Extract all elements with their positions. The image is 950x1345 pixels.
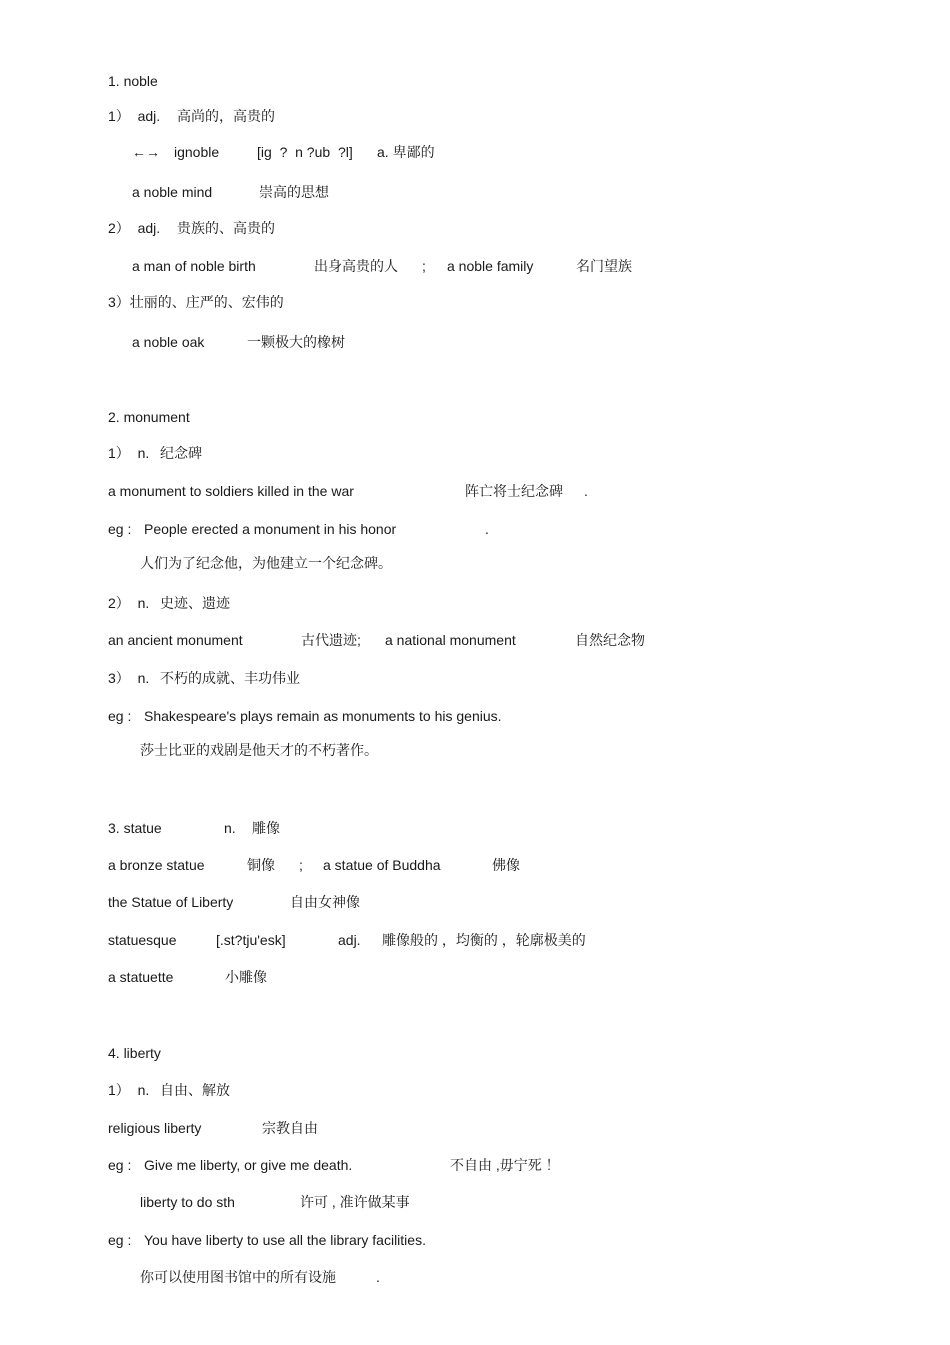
period: . (584, 483, 588, 499)
example-zh: 崇高的思想 (259, 184, 329, 200)
eg-sentence: Give me liberty, or give me death. (144, 1157, 353, 1173)
example-zh: 许可 , 准许做某事 (300, 1194, 410, 1210)
eg-translation: 人们为了纪念他，为他建立一个纪念碑。 (140, 555, 392, 571)
example-en: liberty to do sth (140, 1194, 235, 1210)
example-zh: 自然纪念物 (575, 632, 645, 648)
example-zh: 出身高贵的人 (314, 258, 398, 274)
antonym-arrow-icon: ←→ (132, 144, 160, 160)
example-zh: 古代遗迹; (301, 632, 361, 648)
separator: ; (422, 258, 426, 274)
example-en: a noble family (447, 258, 534, 274)
sense-number: 3） n. (108, 670, 150, 686)
example-en: a statuette (108, 969, 174, 985)
sense-definition: 纪念碑 (160, 445, 202, 461)
eg-sentence: People erected a monument in his honor (144, 521, 397, 537)
eg-label: eg : (108, 521, 132, 537)
eg-sentence: You have liberty to use all the library facilities. (144, 1232, 426, 1248)
eg-translation-line (140, 1268, 540, 1322)
entry-heading: 1. noble (108, 73, 158, 89)
eg-translation: 不自由 ,毋宁死 ！ (450, 1157, 560, 1173)
eg-label: eg : (108, 1232, 132, 1248)
antonym-word: ignoble (174, 144, 220, 160)
sense-number: 2） n. (108, 595, 150, 611)
eg-translation: 你可以使用图书馆中的所有设施 (140, 1269, 336, 1285)
example-en: a national monument (385, 632, 516, 648)
phonetic: [ig ? n ?ub ?l] (257, 144, 353, 160)
eg-label: eg : (108, 1157, 132, 1173)
entry-heading: 4. liberty (108, 1045, 161, 1061)
period: . (485, 521, 489, 537)
part-of-speech: adj. (338, 932, 361, 948)
entry-heading: 2. monument (108, 409, 190, 425)
sense-definition: 高尚的，高贵的 (177, 108, 275, 124)
sense-number: 2） adj. (108, 220, 161, 236)
eg-translation: 莎士比亚的戏剧是他天才的不朽著作。 (140, 742, 378, 758)
example-line (132, 333, 532, 387)
example-en: the Statue of Liberty (108, 894, 234, 910)
example-en: religious liberty (108, 1120, 202, 1136)
example-zh: 名门望族 (576, 258, 632, 274)
example-en: an ancient monument (108, 632, 243, 648)
sense-definition: 雕像 (252, 820, 280, 836)
example-zh: 佛像 (492, 857, 520, 873)
example-zh: 小雕像 (225, 969, 267, 985)
sense-definition: 史迹、遗迹 (160, 595, 230, 611)
example-zh: 自由女神像 (290, 894, 360, 910)
sense-definition: 贵族的、高贵的 (177, 220, 275, 236)
sense-number: 1） n. (108, 1082, 150, 1098)
separator: ; (299, 857, 303, 873)
example-en: a statue of Buddha (323, 857, 441, 873)
example-en: a man of noble birth (132, 258, 256, 274)
example-en: a noble oak (132, 334, 205, 350)
example-en: a noble mind (132, 184, 213, 200)
example-zh: 雕像般的 ，均衡的 ，轮廓极美的 (382, 932, 586, 948)
eg-label: eg : (108, 708, 132, 724)
example-en: a monument to soldiers killed in the war (108, 483, 354, 499)
sense-number: 1） n. (108, 445, 150, 461)
sense-line: 3）壮丽的、庄严的、宏伟的 (108, 294, 284, 310)
antonym-definition: a. 卑鄙的 (377, 144, 435, 160)
example-zh: 铜像 (247, 857, 275, 873)
example-line (108, 968, 508, 1022)
example-zh: 一颗极大的橡树 (247, 334, 345, 350)
eg-sentence: Shakespeare's plays remain as monuments to his genius. (144, 708, 502, 724)
example-zh: 宗教自由 (262, 1120, 318, 1136)
sense-definition: 不朽的成就、丰功伟业 (160, 670, 300, 686)
phonetic: [.st?tju'esk] (216, 932, 286, 948)
sense-number: 1） adj. (108, 108, 161, 124)
sense-definition: 自由、解放 (160, 1082, 230, 1098)
example-zh: 阵亡将士纪念碑 (465, 483, 563, 499)
part-of-speech: n. (224, 820, 236, 836)
example-word: statuesque (108, 932, 177, 948)
period: . (376, 1269, 380, 1285)
example-en: a bronze statue (108, 857, 205, 873)
entry-heading: 3. statue (108, 820, 162, 836)
